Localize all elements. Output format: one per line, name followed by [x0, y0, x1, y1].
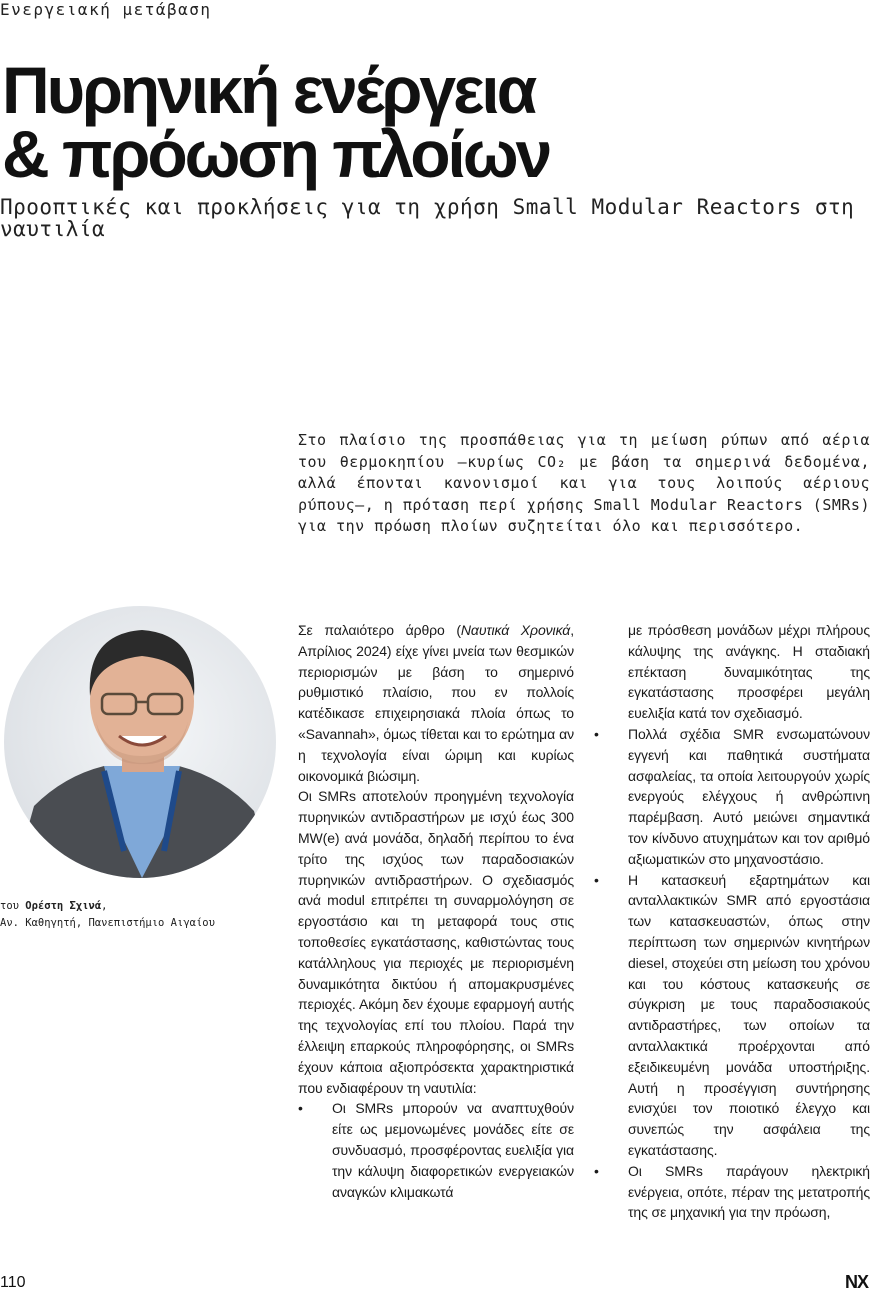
feature-list	[298, 1098, 574, 1202]
author-photo	[4, 606, 276, 878]
bullet-3-text: Η κατασκευή εξαρτημάτων και ανταλλακτικών SMR από εργοστάσια των κατασκευαστών, όπως στην περίπτωση των σημερινών κινητήρων diesel, στοχεύει στη μείωση του χρόνου και του κόστους κατασκευής σε σύγκριση με τους παραδοσιακούς αντιδραστήρες, των οποίων τα ανταλλακτικά προέρχονται από εξειδικευμένη μονάδα υποστήριξης. Αυτή η προσέγγιση συντήρησης ενισχύει τον ποιοτικό έλεγχο και συνεπώς την ασφάλεια της εγκατάστασης.	[628, 871, 870, 1158]
title-line-2: & πρόωση πλοίων	[2, 117, 550, 191]
bullet-1-text: Οι SMRs μπορούν να αναπτυχθούν είτε ως μεμονωμένες μονάδες είτε σε συνδυασμό, προσφέροντας ευελιξία για την κάλυψη διαφορετικών ενεργειακών αναγκών κλιμακωτά	[332, 1100, 574, 1200]
article-subtitle: Προοπτικές και προκλήσεις για τη χρήση Small Modular Reactors στη ναυτιλία	[0, 195, 855, 241]
body-paragraph-1	[298, 620, 574, 786]
author-suffix: ,	[101, 900, 108, 912]
bullet-icon: •	[594, 871, 599, 888]
list-item	[594, 724, 870, 870]
list-item	[298, 1098, 574, 1202]
p1-italic-source: Ναυτικά Χρονικά	[460, 622, 571, 638]
author-caption	[0, 898, 270, 932]
bullet-4-text: Οι SMRs παράγουν ηλεκτρική ενέργεια, οπότε, πέραν της μετατροπής της σε μηχανική για την πρόωση,	[628, 1162, 870, 1221]
bullet-icon: •	[594, 1162, 599, 1179]
list-item	[594, 620, 870, 724]
bullet-2-text: Πολλά σχέδια SMR ενσωματώνουν εγγενή και παθητικά συστήματα ασφαλείας, τα οποία λειτουργούν χωρίς ενεργούς ελέγχους ή ανθρώπινη παρέμβαση. Αυτό μειώνει σημαντικά τον κίνδυνο ατυχημάτων και τον αριθμό αξιωματικών στο μηχανοστάσιο.	[628, 725, 870, 867]
author-role: Αν. Καθηγητή, Πανεπιστήμιο Αιγαίου	[0, 917, 215, 929]
bullet-1-continued-text: με πρόσθεση μονάδων μέχρι πλήρους κάλυψης της ανάγκης. Η σταδιακή επέκταση δυναμικότητας της εγκατάστασης προσφέρει μεγάλη ευελιξία κατά τον σχεδιασμό.	[628, 622, 870, 722]
bullet-icon: •	[594, 725, 599, 742]
magazine-logo: NX	[844, 1272, 868, 1292]
section-label: Ενεργειακή μετάβαση	[0, 0, 212, 19]
p1-text-a: Σε παλαιότερο άρθρο (	[298, 622, 461, 638]
feature-list-continued	[594, 620, 870, 1223]
list-item	[594, 870, 870, 1161]
author-name: Ορέστη Σχινά	[25, 900, 102, 912]
body-column-1	[298, 620, 574, 1202]
p1-text-b: , Απρίλιος 2024) είχε γίνει μνεία των θεσμικών περιορισμών με βάση το σημερινό ρυθμιστικό πλαίσιο, που εν πολλοίς κατέδικασε επιχειρησιακά πλοία όπως το «Savannah», όμως τίθεται και το ερώτημα αν η τεχνολογία είναι ώριμη και κυρίως οικονομικά βιώσιμη.	[298, 622, 574, 784]
article-title	[2, 53, 550, 191]
author-byline	[0, 898, 270, 915]
title-line-1: Πυρηνική ενέργεια	[2, 53, 535, 127]
author-prefix: του	[0, 900, 26, 912]
list-item	[594, 1161, 870, 1223]
body-column-2	[594, 620, 870, 1223]
bullet-icon: •	[298, 1100, 303, 1117]
page-number: 110	[0, 1274, 26, 1291]
author-portrait-illustration	[4, 606, 276, 878]
lead-paragraph: Στο πλαίσιο της προσπάθειας για τη μείωση ρύπων από αέρια του θερμοκηπίου –κυρίως CO₂ με βάση τα σημερινά δεδομένα, αλλά έπονται κανονισμοί και για τους λοιπούς αέριους ρύπους–, η πρόταση περί χρήσης Small Modular Reactors (SMRs) για την πρόωση πλοίων συζητείται όλο και περισσότερο.	[298, 431, 870, 536]
body-paragraph-2: Οι SMRs αποτελούν προηγμένη τεχνολογία πυρηνικών αντιδραστήρων με ισχύ έως 300 MW(e) ανά μονάδα, δηλαδή περίπου το ένα τρίτο της ισχύος των παραδοσιακών πυρηνικών αντιδραστήρων. Ο σχεδιασμός ανά modul επιτρέπει τη συναρμολόγηση σε εργοστάσιο και τη μεταφορά τους στις τοποθεσίες εγκατάστασης, καθιστώντας τους κατάλληλους για περιοχές με περιορισμένη δυναμικότητα δικτύου ή απομακρυσμένες περιοχές. Ακόμη δεν έχουμε εφαρμογή αυτής της τεχνολογίας επί του πλοίου. Παρά την έλλειψη επαρκούς πληροφόρησης, οι SMRs έχουν κάποια αξιοπρόσεκτα χαρακτηριστικά που ενδιαφέρουν τη ναυτιλία:	[298, 788, 574, 1096]
